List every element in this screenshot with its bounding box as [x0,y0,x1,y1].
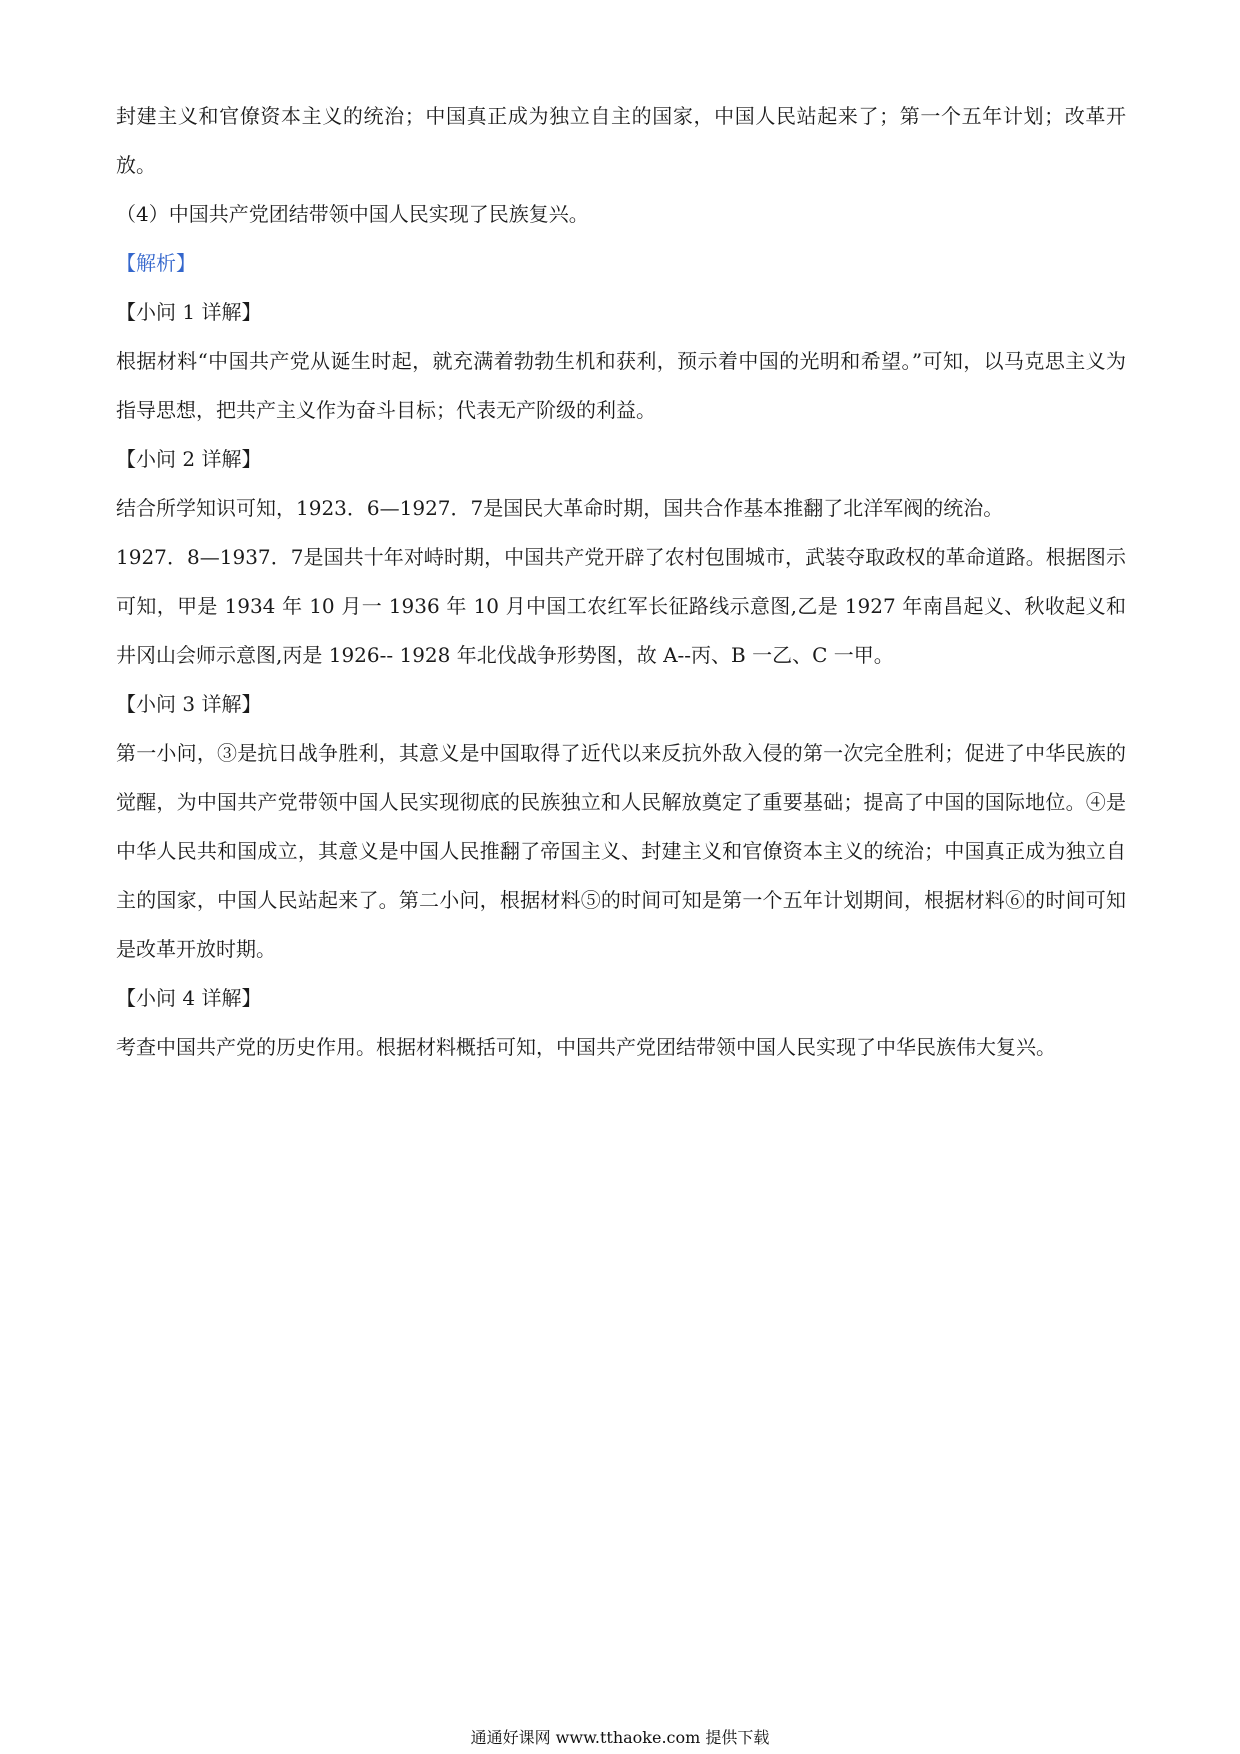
q4-heading: 【小问 4 详解】 [116,986,262,1010]
page-footer: 通通好课网 www.tthaoke.com 提供下载 [470,1728,770,1747]
q1-explanation: 根据材料“中国共产党从诞生时起，就充满着勃勃生机和获利，预示着中国的光明和希望。”可知，以马克思主义为指导思想，把共产主义作为奋斗目标；代表无产阶级的利益。 [116,349,1126,422]
q4-explanation: 考查中国共产党的历史作用。根据材料概括可知，中国共产党团结带领中国人民实现了中华民族伟大复兴。 [116,1035,1056,1059]
q2-heading: 【小问 2 详解】 [116,447,262,471]
document-content [116,92,1126,1072]
answer-continuation: 封建主义和官僚资本主义的统治；中国真正成为独立自主的国家，中国人民站起来了；第一个五年计划；改革开放。 [116,104,1126,177]
answer-part-4: （4）中国共产党团结带领中国人民实现了民族复兴。 [116,202,589,226]
q2-explanation-2: 1927．8—1937．7是国共十年对峙时期，中国共产党开辟了农村包围城市，武装夺取政权的革命道路。根据图示可知，甲是 1934 年 10 月一 1936 年 10 月中国工农红军长征路线示意图,乙是 1927 年南昌起义、秋收起义和井冈山会师示意图,丙是 1926-- 1928 年北伐战争形势图，故 A--丙、B 一乙、C 一甲。 [116,545,1126,667]
analysis-tag: 【解析】 [116,251,196,275]
q3-explanation: 第一小问，③是抗日战争胜利，其意义是中国取得了近代以来反抗外敌入侵的第一次完全胜利；促进了中华民族的觉醒，为中国共产党带领中国人民实现彻底的民族独立和人民解放奠定了重要基础；提高了中国的国际地位。④是中华人民共和国成立，其意义是中国人民推翻了帝国主义、封建主义和官僚资本主义的统治；中国真正成为独立自主的国家，中国人民站起来了。第二小问，根据材料⑤的时间可知是第一个五年计划期间，根据材料⑥的时间可知是改革开放时期。 [116,741,1126,961]
q2-explanation-1: 结合所学知识可知，1923．6—1927．7是国民大革命时期，国共合作基本推翻了北洋军阀的统治。 [116,496,1004,520]
q3-heading: 【小问 3 详解】 [116,692,262,716]
q1-heading: 【小问 1 详解】 [116,300,262,324]
